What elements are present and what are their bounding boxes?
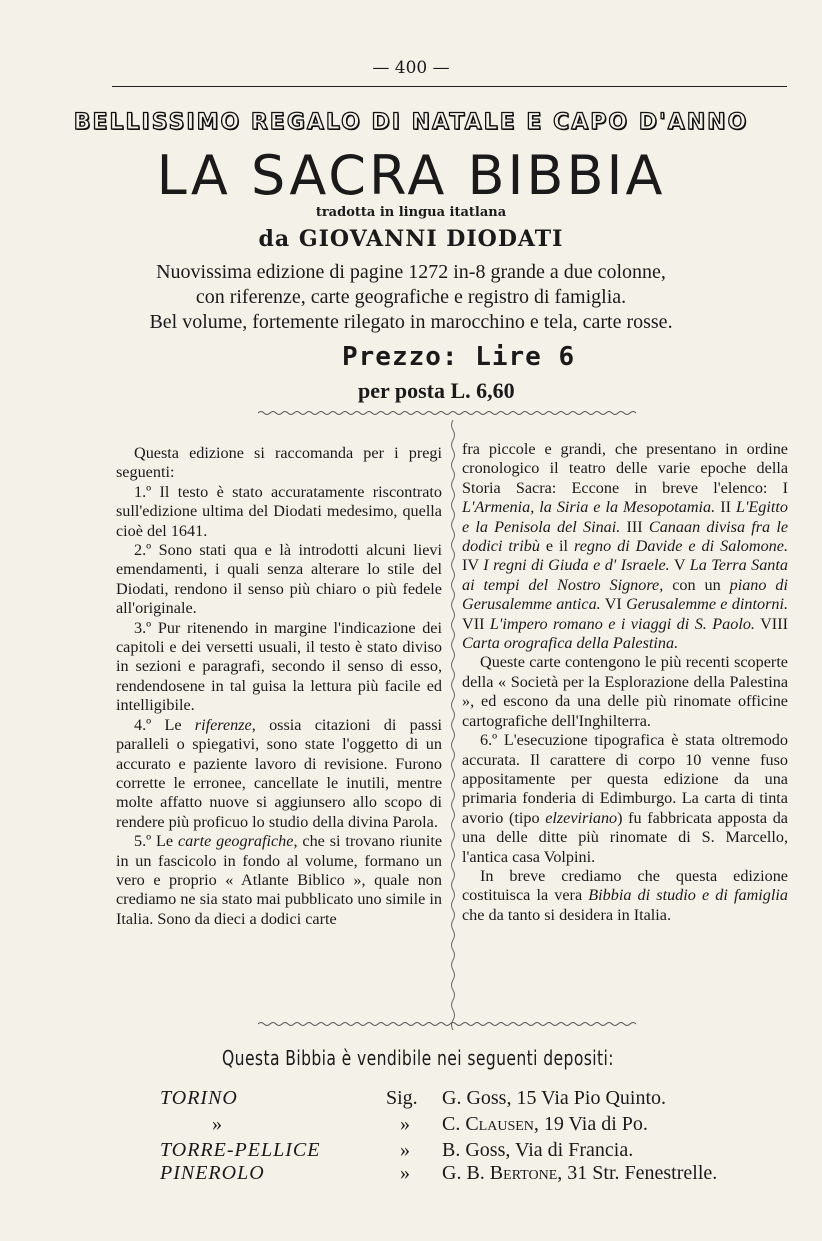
intro-paragraph: Questa edizione si raccomanda per i pregi seguenti:: [116, 444, 442, 482]
wavy-divider-top: [258, 410, 648, 416]
depot-row: TORINO Sig. G. Goss, 15 Via Pio Quinto.: [160, 1087, 667, 1109]
point-4: 4.º Le riferenze, ossia citazioni di passi paralleli o spiegativi, sono state l'oggetto di un accurato e paziente lavoro di revisione. Furono corrette le erronee, cancellate le inutili, mentre molte affatto nuove si aggiunsero allo scopo di rendere più proficuo lo studio della divina Parola.: [116, 715, 442, 831]
column-divider: [449, 420, 457, 1030]
maps-sources-paragraph: Queste carte contengono le più recenti scoperte della « Società per la Esplorazione della Palestina », ed escono da una delle più rinomate officine cartografiche dell'Inghilterra.: [462, 653, 788, 730]
depot-row: PINEROLO » G. B. Bertone, 31 Str. Fenestrelle.: [160, 1162, 718, 1184]
postal-price: per posta L. 6,60: [358, 378, 515, 403]
depot-row: » » C. Clausen, 19 Via di Po.: [212, 1113, 648, 1135]
right-column: [462, 440, 788, 925]
translated-line: tradotta in lingua itatlana: [315, 205, 507, 220]
page-number: — 400 —: [372, 58, 450, 78]
point-5: 5.º Le carte geografiche, che si trovano riunite in un fascicolo in fondo al volume, formano un vero e proprio « Atlante Biblico », quale non crediamo ne sia stato mai pubblicato uno simile in Italia. Sono da dieci a dodici carte: [116, 832, 443, 928]
header-banner: BELLISSIMO REGALO DI NATALE E CAPO D'ANNO: [73, 110, 749, 135]
closing-paragraph: In breve crediamo che questa edizione costituisca la vera Bibbia di studio e di famiglia che da tanto si desidera in Italia.: [462, 866, 788, 924]
translator-line: da GIOVANNI DIODATI: [258, 226, 564, 252]
point-6: 6.º L'esecuzione tipografica è stata oltremodo accurata. Il carattere di corpo 10 venne fuso appositamente per questa edizione da una primaria fonderia di Edimburgo. La carta di tinta avorio (tipo elzeviriano) fu fabbricata apposta da una delle ditte più rinomate di S. Marcello, l'antica casa Volpini.: [462, 731, 788, 866]
price-line: Prezzo: Lire 6: [342, 342, 576, 372]
point-3: 3.º Pur ritenendo in margine l'indicazione dei capitoli e dei versetti usuali, il testo è stato diviso in sezioni e paragrafi, secondo il senso di esso, rendendosene in tal guisa la lettura più facile ed intelligibile.: [116, 618, 442, 715]
left-column: [116, 444, 442, 929]
wavy-divider-bottom: [258, 1021, 648, 1027]
description-line: Bel volume, fortemente rilegato in marocchino e tela, carte rosse.: [149, 311, 673, 333]
point-1: 1.º Il testo è stato accuratamente riscontrato sull'edizione ultima del Diodati medesimo, quella cioè del 1641.: [116, 482, 442, 540]
description-line: Nuovissima edizione di pagine 1272 in-8 grande a due colonne,: [156, 261, 666, 283]
depots-heading: Questa Bibbia è vendibile nei seguenti depositi:: [222, 1046, 614, 1070]
main-title: LA SACRA BIBBIA: [156, 144, 666, 207]
description-line: con riferenze, carte geografiche e registro di famiglia.: [195, 286, 627, 308]
point-2: 2.º Sono stati qua e là introdotti alcuni lievi emendamenti, i quali senza alterare lo stile del Diodati, rendono il senso più chiaro o più fedele all'originale.: [116, 541, 442, 618]
top-rule: [112, 86, 787, 87]
depot-row: TORRE-PELLICE » B. Goss, Via di Francia.: [160, 1139, 634, 1161]
maps-list-paragraph: fra piccole e grandi, che presentano in ordine cronologico il teatro delle varie epoche della Storia Sacra: Eccone in breve l'elenco: I L'Armenia, la Siria e la Mesopotamia. II L'Egitto e la Penisola del Sinai. III Canaan divisa fra le dodici tribù e il regno di Davide e di Salomone. IV I regni di Giuda e d' Israele. V La Terra Santa ai tempi del Nostro Signore, con un piano di Gerusalemme antica. VI Gerusalemme e dintorni. VII L'impero romano e i viaggi di S. Paolo. VIII Carta orografica della Palestina.: [462, 440, 789, 653]
